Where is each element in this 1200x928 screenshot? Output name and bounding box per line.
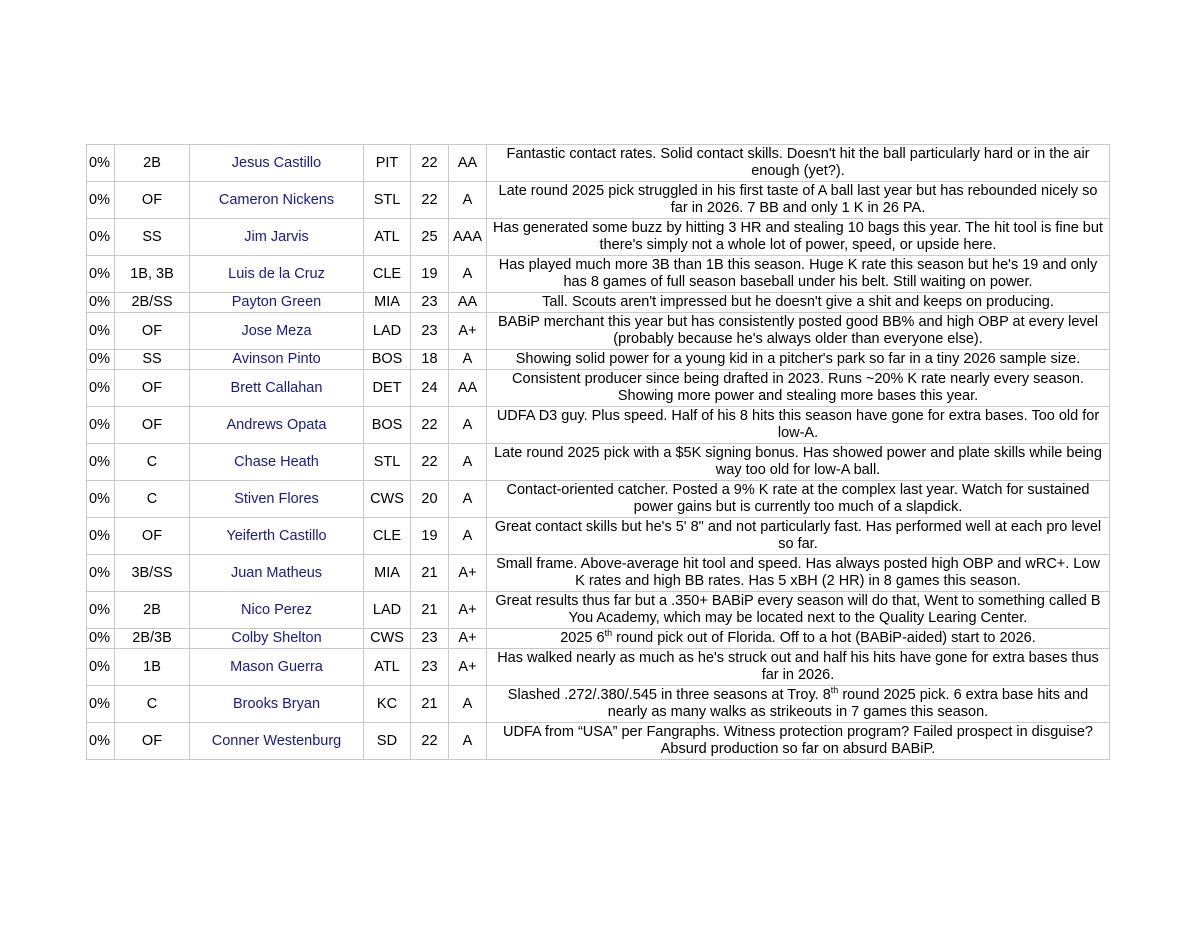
age: 21 [411, 592, 449, 629]
age: 22 [411, 444, 449, 481]
scouting-notes: Has walked nearly as much as he's struck out and half his hits have gone for extra bases thus far in 2026. [487, 649, 1110, 686]
player-name: Conner Westenburg [190, 723, 364, 760]
team: ATL [364, 649, 411, 686]
ownership-pct: 0% [87, 407, 115, 444]
level: A [449, 723, 487, 760]
ownership-pct: 0% [87, 629, 115, 649]
level: AA [449, 293, 487, 313]
age: 23 [411, 293, 449, 313]
player-name: Chase Heath [190, 444, 364, 481]
ownership-pct: 0% [87, 649, 115, 686]
level: A+ [449, 555, 487, 592]
ownership-pct: 0% [87, 313, 115, 350]
age: 21 [411, 686, 449, 723]
level: A+ [449, 313, 487, 350]
scouting-notes-text: round 2025 pick. 6 extra base hits and nearly as many walks as strikeouts in 7 games this season. [607, 687, 1089, 720]
level: A [449, 518, 487, 555]
position: OF [115, 182, 190, 219]
level: AA [449, 370, 487, 407]
table-row [87, 686, 1110, 723]
age: 23 [411, 629, 449, 649]
scouting-notes: Fantastic contact rates. Solid contact skills. Doesn't hit the ball particularly hard or in the air enough (yet?). [487, 145, 1110, 182]
table-row [87, 370, 1110, 407]
player-name: Colby Shelton [190, 629, 364, 649]
table-row [87, 723, 1110, 760]
table-row [87, 518, 1110, 555]
position: 2B [115, 592, 190, 629]
table-row [87, 407, 1110, 444]
ownership-pct: 0% [87, 293, 115, 313]
table-row [87, 313, 1110, 350]
ownership-pct: 0% [87, 686, 115, 723]
team: STL [364, 182, 411, 219]
scouting-notes: Consistent producer since being drafted in 2023. Runs ~20% K rate nearly every season. Showing more power and stealing more bases this year. [487, 370, 1110, 407]
player-name: Yeiferth Castillo [190, 518, 364, 555]
scouting-notes: Great contact skills but he's 5' 8" and not particularly fast. Has performed well at each pro level so far. [487, 518, 1110, 555]
player-name: Avinson Pinto [190, 350, 364, 370]
position: 1B, 3B [115, 256, 190, 293]
player-name: Nico Perez [190, 592, 364, 629]
table-row [87, 555, 1110, 592]
level: A [449, 182, 487, 219]
player-name: Brett Callahan [190, 370, 364, 407]
age: 24 [411, 370, 449, 407]
player-name: Jim Jarvis [190, 219, 364, 256]
player-name: Jesus Castillo [190, 145, 364, 182]
scouting-notes: Has generated some buzz by hitting 3 HR and stealing 10 bags this year. The hit tool is fine but there's simply not a whole lot of power, speed, or upside here. [487, 219, 1110, 256]
age: 21 [411, 555, 449, 592]
level: A [449, 444, 487, 481]
age: 20 [411, 481, 449, 518]
team: CWS [364, 481, 411, 518]
age: 22 [411, 145, 449, 182]
prospects-table [86, 144, 1110, 760]
position: 1B [115, 649, 190, 686]
age: 22 [411, 182, 449, 219]
scouting-notes-text: 2025 6 [560, 630, 605, 646]
player-name: Payton Green [190, 293, 364, 313]
scouting-notes: Late round 2025 pick with a $5K signing bonus. Has showed power and plate skills while being way too old for low-A ball. [487, 444, 1110, 481]
table-row [87, 649, 1110, 686]
age: 22 [411, 407, 449, 444]
table-row [87, 182, 1110, 219]
level: A+ [449, 649, 487, 686]
position: OF [115, 313, 190, 350]
table-row [87, 145, 1110, 182]
level: A [449, 350, 487, 370]
ownership-pct: 0% [87, 256, 115, 293]
scouting-notes: UDFA D3 guy. Plus speed. Half of his 8 hits this season have gone for extra bases. Too old for low-A. [487, 407, 1110, 444]
player-name: Andrews Opata [190, 407, 364, 444]
age: 23 [411, 313, 449, 350]
level: A+ [449, 629, 487, 649]
player-name: Mason Guerra [190, 649, 364, 686]
position: C [115, 686, 190, 723]
team: CWS [364, 629, 411, 649]
scouting-notes: Late round 2025 pick struggled in his first taste of A ball last year but has rebounded nicely so far in 2026. 7 BB and only 1 K in 26 PA. [487, 182, 1110, 219]
position: 3B/SS [115, 555, 190, 592]
team: CLE [364, 256, 411, 293]
team: BOS [364, 407, 411, 444]
table-row [87, 592, 1110, 629]
ownership-pct: 0% [87, 481, 115, 518]
ownership-pct: 0% [87, 370, 115, 407]
scouting-notes-text: Slashed .272/.380/.545 in three seasons at Troy. 8 [507, 687, 831, 703]
ownership-pct: 0% [87, 182, 115, 219]
position: C [115, 444, 190, 481]
age: 19 [411, 518, 449, 555]
scouting-notes [487, 686, 1110, 723]
level: A [449, 686, 487, 723]
table-row [87, 256, 1110, 293]
player-name: Jose Meza [190, 313, 364, 350]
ownership-pct: 0% [87, 219, 115, 256]
ownership-pct: 0% [87, 145, 115, 182]
team: CLE [364, 518, 411, 555]
team: STL [364, 444, 411, 481]
level: A [449, 407, 487, 444]
level: AA [449, 145, 487, 182]
age: 23 [411, 649, 449, 686]
ownership-pct: 0% [87, 592, 115, 629]
position: OF [115, 370, 190, 407]
age: 25 [411, 219, 449, 256]
position: OF [115, 723, 190, 760]
scouting-notes: Great results thus far but a .350+ BABiP every season will do that, Went to something called B You Academy, which may be located next to the Quality Learing Center. [487, 592, 1110, 629]
age: 22 [411, 723, 449, 760]
ownership-pct: 0% [87, 350, 115, 370]
ordinal-suffix: th [604, 628, 613, 639]
position: OF [115, 518, 190, 555]
position: 2B/3B [115, 629, 190, 649]
team: MIA [364, 293, 411, 313]
position: 2B [115, 145, 190, 182]
position: SS [115, 350, 190, 370]
scouting-notes: UDFA from “USA” per Fangraphs. Witness protection program? Failed prospect in disguise? Absurd production so far on absurd BABiP. [487, 723, 1110, 760]
table-row [87, 444, 1110, 481]
ownership-pct: 0% [87, 723, 115, 760]
player-name: Brooks Bryan [190, 686, 364, 723]
player-name: Cameron Nickens [190, 182, 364, 219]
player-name: Stiven Flores [190, 481, 364, 518]
age: 19 [411, 256, 449, 293]
scouting-notes: Has played much more 3B than 1B this season. Huge K rate this season but he's 19 and only has 8 games of full season baseball under his belt. Still waiting on power. [487, 256, 1110, 293]
level: A [449, 256, 487, 293]
level: A [449, 481, 487, 518]
level: AAA [449, 219, 487, 256]
scouting-notes: Tall. Scouts aren't impressed but he doesn't give a shit and keeps on producing. [487, 293, 1110, 313]
team: DET [364, 370, 411, 407]
ownership-pct: 0% [87, 444, 115, 481]
scouting-notes [487, 629, 1110, 649]
ownership-pct: 0% [87, 555, 115, 592]
scouting-notes: BABiP merchant this year but has consistently posted good BB% and high OBP at every level (probably because he's always older than everyone else). [487, 313, 1110, 350]
team: KC [364, 686, 411, 723]
age: 18 [411, 350, 449, 370]
scouting-notes: Small frame. Above-average hit tool and speed. Has always posted high OBP and wRC+. Low K rates and high BB rates. Has 5 xBH (2 HR) in 8 games this season. [487, 555, 1110, 592]
position: OF [115, 407, 190, 444]
position: SS [115, 219, 190, 256]
team: LAD [364, 313, 411, 350]
team: PIT [364, 145, 411, 182]
table-row [87, 293, 1110, 313]
scouting-notes: Contact-oriented catcher. Posted a 9% K rate at the complex last year. Watch for sustained power gains but is currently too much of a slapdick. [487, 481, 1110, 518]
scouting-notes: Showing solid power for a young kid in a pitcher's park so far in a tiny 2026 sample size. [487, 350, 1110, 370]
table-row [87, 350, 1110, 370]
team: MIA [364, 555, 411, 592]
level: A+ [449, 592, 487, 629]
table-row [87, 629, 1110, 649]
position: 2B/SS [115, 293, 190, 313]
team: SD [364, 723, 411, 760]
ownership-pct: 0% [87, 518, 115, 555]
scouting-notes-text: round pick out of Florida. Off to a hot (BABiP-aided) start to 2026. [612, 630, 1036, 646]
player-name: Luis de la Cruz [190, 256, 364, 293]
team: LAD [364, 592, 411, 629]
team: ATL [364, 219, 411, 256]
player-name: Juan Matheus [190, 555, 364, 592]
table-row [87, 481, 1110, 518]
table-row [87, 219, 1110, 256]
ordinal-suffix: th [830, 685, 839, 696]
team: BOS [364, 350, 411, 370]
position: C [115, 481, 190, 518]
